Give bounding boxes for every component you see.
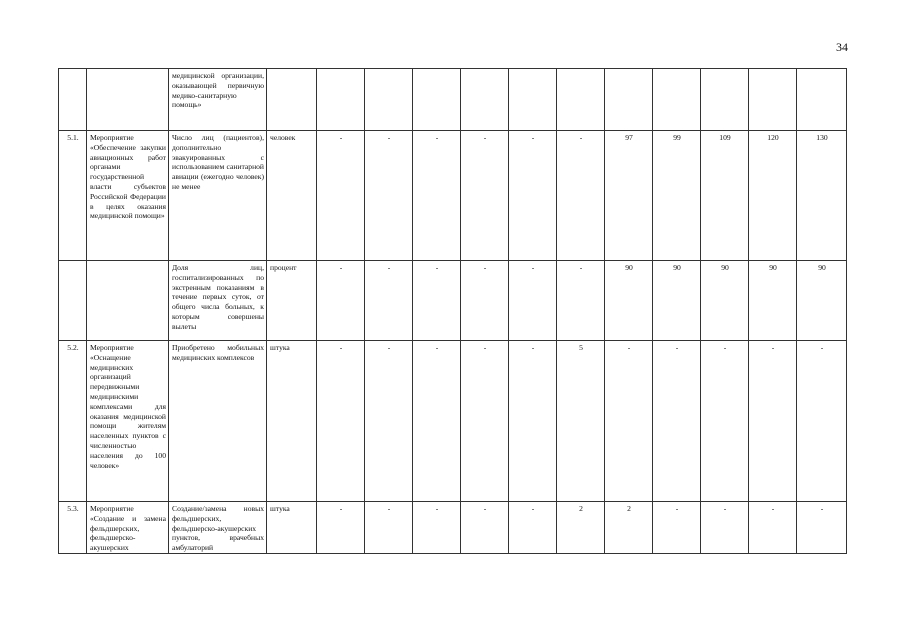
value-cell [605, 69, 653, 131]
value-cell: - [317, 341, 365, 502]
value-cell: - [413, 131, 461, 261]
value-cell: 2 [605, 502, 653, 554]
unit-cell: штука [267, 502, 317, 554]
value-cell: 130 [797, 131, 847, 261]
value-cell [461, 69, 509, 131]
value-cell: - [605, 341, 653, 502]
value-cell: - [317, 261, 365, 341]
value-cell: - [509, 261, 557, 341]
value-cell: - [461, 502, 509, 554]
value-cell: 120 [749, 131, 797, 261]
value-cell [749, 69, 797, 131]
row-number [59, 69, 87, 131]
value-cell: - [413, 341, 461, 502]
document-table [58, 68, 847, 554]
value-cell: - [317, 131, 365, 261]
row-number: 5.1. [59, 131, 87, 261]
value-cell: - [557, 131, 605, 261]
table-row [59, 131, 847, 261]
unit-cell: процент [267, 261, 317, 341]
value-cell: - [749, 341, 797, 502]
value-cell [317, 69, 365, 131]
value-cell: - [749, 502, 797, 554]
value-cell: - [509, 341, 557, 502]
value-cell: 2 [557, 502, 605, 554]
table-row [59, 69, 847, 131]
table-row [59, 341, 847, 502]
indicator-cell: медицинской организации, оказывающей первичную медико-санитарную помощь» [169, 69, 267, 131]
value-cell: 90 [797, 261, 847, 341]
value-cell: 90 [749, 261, 797, 341]
value-cell [413, 69, 461, 131]
value-cell: - [701, 341, 749, 502]
value-cell: 99 [653, 131, 701, 261]
table-row [59, 261, 847, 341]
value-cell: - [365, 261, 413, 341]
value-cell: 90 [605, 261, 653, 341]
indicator-cell: Доля лиц, госпитализированных по экстренным показаниям в течение первых суток, от общего числа больных, к которым совершены вылеты [169, 261, 267, 341]
table-row [59, 502, 847, 554]
value-cell [365, 69, 413, 131]
page-number: 34 [836, 40, 848, 54]
row-number: 5.2. [59, 341, 87, 502]
indicator-cell: Приобретено мобильных медицинских комплексов [169, 341, 267, 502]
row-number [59, 261, 87, 341]
value-cell: - [797, 341, 847, 502]
value-cell: - [461, 261, 509, 341]
value-cell [701, 69, 749, 131]
unit-cell [267, 69, 317, 131]
event-cell: Мероприятие «Оснащение медицинских организаций передвижными медицинскими комплексами для оказания медицинской помощи жителям населенных пунктов с численностью населения до 100 человек» [87, 341, 169, 502]
value-cell [797, 69, 847, 131]
value-cell: - [365, 131, 413, 261]
unit-cell: штука [267, 341, 317, 502]
value-cell: - [317, 502, 365, 554]
event-cell [87, 69, 169, 131]
value-cell: - [557, 261, 605, 341]
value-cell: - [365, 502, 413, 554]
unit-cell: человек [267, 131, 317, 261]
value-cell: - [653, 502, 701, 554]
value-cell: 90 [653, 261, 701, 341]
value-cell: - [461, 131, 509, 261]
value-cell: 5 [557, 341, 605, 502]
value-cell [653, 69, 701, 131]
indicator-cell: Число лиц (пациентов), дополнительно эвакуированных с использованием санитарной авиации (ежегодно человек) не менее [169, 131, 267, 261]
value-cell: - [509, 502, 557, 554]
value-cell: - [797, 502, 847, 554]
event-cell: Мероприятие «Создание и замена фельдшерских, фельдшерско-акушерских [87, 502, 169, 554]
value-cell: 90 [701, 261, 749, 341]
value-cell: 97 [605, 131, 653, 261]
event-cell: Мероприятие «Обеспечение закупки авиационных работ органами государственной власти субъектов Российской Федерации в целях оказания медицинской помощи» [87, 131, 169, 261]
value-cell: - [509, 131, 557, 261]
value-cell: - [413, 261, 461, 341]
value-cell: - [413, 502, 461, 554]
value-cell: - [653, 341, 701, 502]
indicator-cell: Создание/замена новых фельдшерских, фельдшерско-акушерских пунктов, врачебных амбулаторий [169, 502, 267, 554]
value-cell: - [461, 341, 509, 502]
event-cell [87, 261, 169, 341]
value-cell: 109 [701, 131, 749, 261]
value-cell [557, 69, 605, 131]
row-number: 5.3. [59, 502, 87, 554]
value-cell [509, 69, 557, 131]
value-cell: - [365, 341, 413, 502]
value-cell: - [701, 502, 749, 554]
